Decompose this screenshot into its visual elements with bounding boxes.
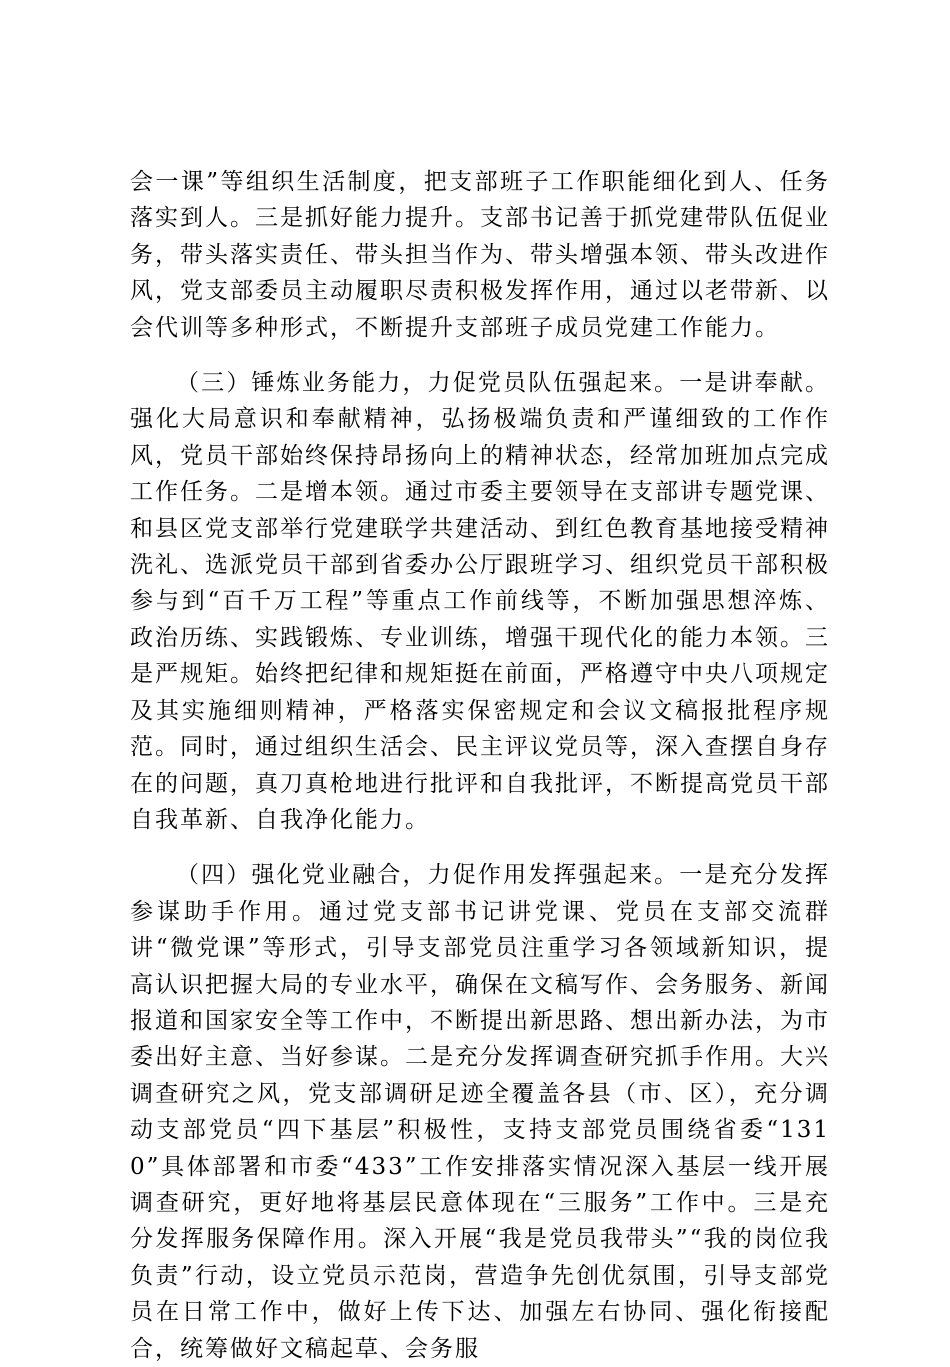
- paragraph-gap: [130, 346, 830, 365]
- paragraph-section-four: （四）强化党业融合，力促作用发挥强起来。一是充分发挥参谋助手作用。通过党支部书记讲党课、党员在支部交流群讲“微党课”等形式，引导支部党员注重学习各领域新知识，提高认识把握大局的专业水平，确保在文稿写作、会务服务、新闻报道和国家安全等工作中，不断提出新思路、想出新办法，为市委出好主意、当好参谋。二是充分发挥调查研究抓手作用。大兴调查研究之风，党支部调研足迹全覆盖各县（市、区），充分调动支部党员“四下基层”积极性，支持支部党员围绕省委“1310”具体部署和市委“433”工作安排落实情况深入基层一线开展调查研究，更好地将基层民意体现在“三服务”工作中。三是充分发挥服务保障作用。深入开展“我是党员我带头”“我的岗位我负责”行动，设立党员示范岗，营造争先创优氛围，引导支部党员在日常工作中，做好上传下达、加强左右协同、强化衔接配合，统筹做好文稿起草、会务服: [130, 862, 830, 1362]
- paragraph-continued: 会一课”等组织生活制度，把支部班子工作职能细化到人、任务落实到人。三是抓好能力提升。支部书记善于抓党建带队伍促业务，带头落实责任、带头担当作为、带头增强本领、带头改进作风，党支部委员主动履职尽责积极发挥作用，通过以老带新、以会代训等多种形式，不断提升支部班子成员党建工作能力。: [130, 169, 830, 341]
- document-body: [130, 164, 830, 1367]
- paragraph-gap: [130, 838, 830, 857]
- paragraph-section-three: （三）锤炼业务能力，力促党员队伍强起来。一是讲奉献。强化大局意识和奉献精神，弘扬极端负责和严谨细致的工作作风，党员干部始终保持昂扬向上的精神状态，经常加班加点完成工作任务。二是增本领。通过市委主要领导在支部讲专题党课、和县区党支部举行党建联学共建活动、到红色教育基地接受精神洗礼、选派党员干部到省委办公厅跟班学习、组织党员干部积极参与到“百千万工程”等重点工作前线等，不断加强思想淬炼、政治历练、实践锻炼、专业训练，增强干现代化的能力本领。三是严规矩。始终把纪律和规矩挺在前面，严格遵守中央八项规定及其实施细则精神，严格落实保密规定和会议文稿报批程序规范。同时，通过组织生活会、民主评议党员等，深入查摆自身存在的问题，真刀真枪地进行批评和自我批评，不断提高党员干部自我革新、自我净化能力。: [130, 370, 830, 833]
